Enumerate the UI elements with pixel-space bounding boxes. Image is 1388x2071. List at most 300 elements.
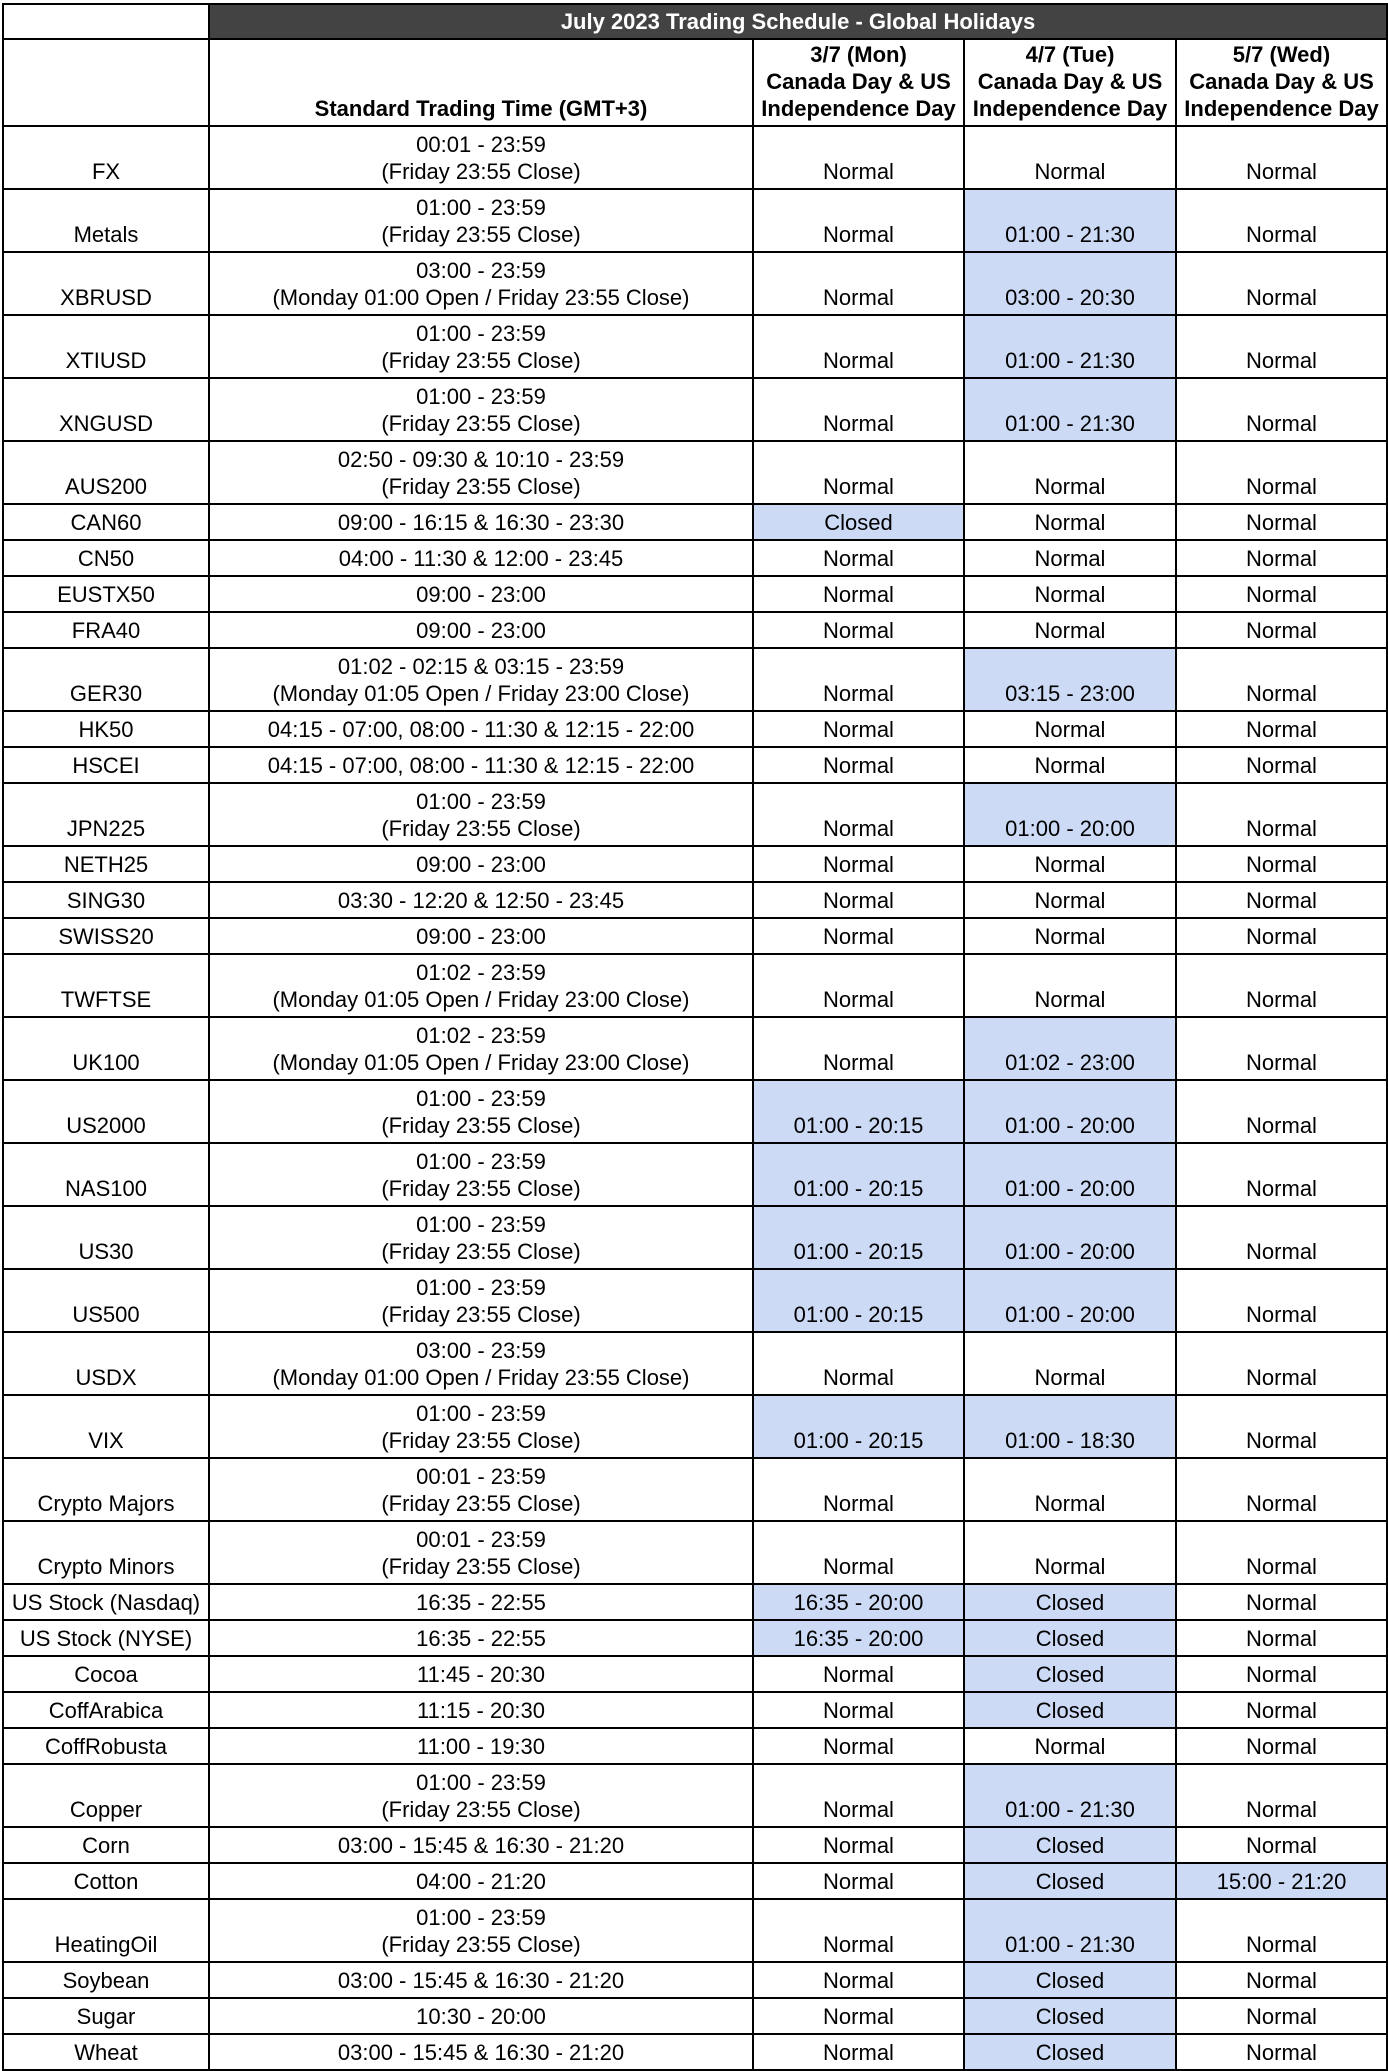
- symbol-cell[interactable]: US30: [3, 1206, 209, 1269]
- time-line: 01:00 - 23:59: [416, 1401, 546, 1426]
- day-status-cell[interactable]: Normal: [964, 612, 1176, 648]
- standard-time-cell[interactable]: [209, 1620, 753, 1656]
- table-row: [3, 1332, 1387, 1395]
- day-status-cell[interactable]: Normal: [753, 1998, 964, 2034]
- day-status-cell[interactable]: Normal: [1176, 783, 1387, 846]
- standard-time-cell[interactable]: [209, 2034, 753, 2070]
- standard-time-cell[interactable]: [209, 711, 753, 747]
- table-row: [3, 1863, 1387, 1899]
- standard-time-cell[interactable]: [209, 1692, 753, 1728]
- day-status-cell[interactable]: Normal: [1176, 1206, 1387, 1269]
- day-holiday-line1: Canada Day & US: [766, 69, 951, 94]
- time-line: (Friday 23:55 Close): [381, 1491, 581, 1516]
- time-line: (Friday 23:55 Close): [381, 1239, 581, 1264]
- table-row: [3, 1395, 1387, 1458]
- time-line: 00:01 - 23:59: [416, 132, 546, 157]
- symbol-cell[interactable]: US2000: [3, 1080, 209, 1143]
- day-status-cell[interactable]: Normal: [753, 918, 964, 954]
- standard-time-cell[interactable]: [209, 441, 753, 504]
- schedule-table-body: [3, 4, 1387, 2070]
- symbol-cell[interactable]: CAN60: [3, 504, 209, 540]
- day-status-cell[interactable]: Normal: [1176, 648, 1387, 711]
- standard-time-cell[interactable]: [209, 1728, 753, 1764]
- day-status-cell[interactable]: Normal: [1176, 1899, 1387, 1962]
- time-line: 01:00 - 23:59: [416, 384, 546, 409]
- time-line: 01:00 - 23:59: [416, 1905, 546, 1930]
- symbol-cell[interactable]: NETH25: [3, 846, 209, 882]
- table-row: [3, 1206, 1387, 1269]
- time-line: 04:15 - 07:00, 08:00 - 11:30 & 12:15 - 22:00: [267, 753, 695, 778]
- day-status-cell[interactable]: Normal: [753, 252, 964, 315]
- standard-time-cell[interactable]: [209, 1080, 753, 1143]
- day-status-cell[interactable]: Normal: [1176, 882, 1387, 918]
- day-status-cell[interactable]: 01:00 - 21:30: [964, 1899, 1176, 1962]
- day-status-cell[interactable]: Normal: [1176, 1827, 1387, 1863]
- time-line: 01:00 - 23:59: [416, 789, 546, 814]
- day-status-cell[interactable]: Normal: [753, 1962, 964, 1998]
- day-status-cell[interactable]: Normal: [1176, 612, 1387, 648]
- time-line: 03:00 - 15:45 & 16:30 - 21:20: [337, 1968, 625, 1993]
- time-line: (Friday 23:55 Close): [381, 1554, 581, 1579]
- table-row: [3, 1521, 1387, 1584]
- day-status-cell[interactable]: 01:00 - 20:15: [753, 1143, 964, 1206]
- time-line: 16:35 - 22:55: [416, 1626, 546, 1651]
- day-status-cell[interactable]: Normal: [753, 846, 964, 882]
- table-row: [3, 1827, 1387, 1863]
- standard-time-cell[interactable]: [209, 1458, 753, 1521]
- day-status-cell[interactable]: Normal: [964, 882, 1176, 918]
- symbol-cell[interactable]: Corn: [3, 1827, 209, 1863]
- day-status-cell[interactable]: 03:00 - 20:30: [964, 252, 1176, 315]
- symbol-cell[interactable]: HSCEI: [3, 747, 209, 783]
- standard-time-cell[interactable]: [209, 1143, 753, 1206]
- day-status-cell[interactable]: Normal: [753, 2034, 964, 2070]
- time-line: 01:02 - 02:15 & 03:15 - 23:59: [337, 654, 625, 679]
- symbol-cell[interactable]: USDX: [3, 1332, 209, 1395]
- symbol-cell[interactable]: US500: [3, 1269, 209, 1332]
- day-status-cell[interactable]: Normal: [753, 1017, 964, 1080]
- table-row: [3, 882, 1387, 918]
- table-row: [3, 378, 1387, 441]
- table-row: [3, 1080, 1387, 1143]
- day-date: 5/7 (Wed): [1232, 42, 1331, 67]
- symbol-cell[interactable]: AUS200: [3, 441, 209, 504]
- standard-time-cell[interactable]: [209, 1584, 753, 1620]
- standard-time-cell[interactable]: [209, 1332, 753, 1395]
- day-status-cell[interactable]: Normal: [964, 1458, 1176, 1521]
- time-line: 01:00 - 23:59: [416, 321, 546, 346]
- standard-time-cell[interactable]: [209, 1656, 753, 1692]
- day-header-mon[interactable]: [753, 39, 964, 126]
- day-status-cell[interactable]: Closed: [964, 1998, 1176, 2034]
- table-row: [3, 576, 1387, 612]
- time-line: 04:00 - 11:30 & 12:00 - 23:45: [338, 546, 624, 571]
- table-row: [3, 1143, 1387, 1206]
- time-line: 03:00 - 23:59: [416, 1338, 546, 1363]
- day-status-cell[interactable]: 01:02 - 23:00: [964, 1017, 1176, 1080]
- day-status-cell[interactable]: Normal: [1176, 189, 1387, 252]
- day-status-cell[interactable]: Normal: [753, 1863, 964, 1899]
- day-status-cell[interactable]: Normal: [1176, 1584, 1387, 1620]
- day-status-cell[interactable]: Normal: [753, 1692, 964, 1728]
- day-status-cell[interactable]: Normal: [1176, 576, 1387, 612]
- symbol-cell[interactable]: CoffRobusta: [3, 1728, 209, 1764]
- symbol-cell[interactable]: GER30: [3, 648, 209, 711]
- day-status-cell[interactable]: 03:15 - 23:00: [964, 648, 1176, 711]
- time-line: 01:00 - 23:59: [416, 1770, 546, 1795]
- symbol-cell[interactable]: HeatingOil: [3, 1899, 209, 1962]
- day-status-cell[interactable]: Normal: [1176, 441, 1387, 504]
- day-status-cell[interactable]: Normal: [753, 576, 964, 612]
- time-line: 16:35 - 22:55: [416, 1590, 546, 1615]
- day-status-cell[interactable]: 01:00 - 20:00: [964, 1143, 1176, 1206]
- day-status-cell[interactable]: Normal: [1176, 711, 1387, 747]
- symbol-cell[interactable]: US Stock (NYSE): [3, 1620, 209, 1656]
- day-status-cell[interactable]: 15:00 - 21:20: [1176, 1863, 1387, 1899]
- standard-time-cell[interactable]: [209, 612, 753, 648]
- day-status-cell[interactable]: 01:00 - 20:15: [753, 1269, 964, 1332]
- day-status-cell[interactable]: Normal: [753, 315, 964, 378]
- table-row: [3, 504, 1387, 540]
- table-row: [3, 954, 1387, 1017]
- table-row: [3, 1584, 1387, 1620]
- table-row: [3, 126, 1387, 189]
- day-status-cell[interactable]: Normal: [753, 1656, 964, 1692]
- symbol-cell[interactable]: US Stock (Nasdaq): [3, 1584, 209, 1620]
- day-status-cell[interactable]: Normal: [753, 711, 964, 747]
- day-status-cell[interactable]: Normal: [753, 1458, 964, 1521]
- symbol-cell[interactable]: EUSTX50: [3, 576, 209, 612]
- day-status-cell[interactable]: Normal: [753, 126, 964, 189]
- day-status-cell[interactable]: Normal: [1176, 1962, 1387, 1998]
- table-row: [3, 1620, 1387, 1656]
- time-line: (Friday 23:55 Close): [381, 474, 581, 499]
- table-row: [3, 783, 1387, 846]
- day-status-cell[interactable]: Normal: [753, 1332, 964, 1395]
- day-status-cell[interactable]: Normal: [1176, 2034, 1387, 2070]
- day-holiday-line2: Independence Day: [761, 96, 956, 121]
- time-line: (Monday 01:05 Open / Friday 23:00 Close): [272, 1050, 690, 1075]
- day-status-cell[interactable]: Normal: [964, 1521, 1176, 1584]
- day-status-cell[interactable]: Closed: [964, 2034, 1176, 2070]
- time-line: 00:01 - 23:59: [416, 1527, 546, 1552]
- time-line: 03:00 - 15:45 & 16:30 - 21:20: [337, 2040, 625, 2065]
- day-status-cell[interactable]: Normal: [1176, 126, 1387, 189]
- time-line: 01:00 - 23:59: [416, 1149, 546, 1174]
- day-status-cell[interactable]: Normal: [1176, 954, 1387, 1017]
- symbol-cell[interactable]: XTIUSD: [3, 315, 209, 378]
- table-row: [3, 540, 1387, 576]
- time-line: 01:00 - 23:59: [416, 1086, 546, 1111]
- day-status-cell[interactable]: Normal: [1176, 1998, 1387, 2034]
- standard-time-cell[interactable]: [209, 918, 753, 954]
- symbol-cell[interactable]: Cotton: [3, 1863, 209, 1899]
- schedule-sheet: [2, 3, 1386, 2071]
- standard-time-cell[interactable]: [209, 747, 753, 783]
- standard-time-cell[interactable]: [209, 1017, 753, 1080]
- standard-time-cell[interactable]: [209, 882, 753, 918]
- day-status-cell[interactable]: 01:00 - 20:15: [753, 1080, 964, 1143]
- time-line: (Monday 01:00 Open / Friday 23:55 Close): [272, 285, 690, 310]
- day-status-cell[interactable]: Normal: [1176, 1656, 1387, 1692]
- standard-time-cell[interactable]: [209, 189, 753, 252]
- symbol-cell[interactable]: XNGUSD: [3, 378, 209, 441]
- symbol-cell[interactable]: Cocoa: [3, 1656, 209, 1692]
- standard-time-cell[interactable]: [209, 1764, 753, 1827]
- standard-time-cell[interactable]: [209, 648, 753, 711]
- symbol-cell[interactable]: Crypto Majors: [3, 1458, 209, 1521]
- standard-time-cell[interactable]: [209, 576, 753, 612]
- symbol-cell[interactable]: Metals: [3, 189, 209, 252]
- day-status-cell[interactable]: Normal: [753, 783, 964, 846]
- day-status-cell[interactable]: 01:00 - 20:00: [964, 1206, 1176, 1269]
- standard-time-cell[interactable]: [209, 540, 753, 576]
- day-status-cell[interactable]: 16:35 - 20:00: [753, 1584, 964, 1620]
- time-line: 04:00 - 21:20: [416, 1869, 546, 1894]
- day-status-cell[interactable]: Normal: [964, 540, 1176, 576]
- day-holiday-line1: Canada Day & US: [1189, 69, 1374, 94]
- time-line: (Friday 23:55 Close): [381, 1932, 581, 1957]
- time-line: 03:00 - 15:45 & 16:30 - 21:20: [337, 1833, 625, 1858]
- day-status-cell[interactable]: 01:00 - 20:00: [964, 1080, 1176, 1143]
- corner-cell[interactable]: [3, 4, 209, 39]
- symbol-cell[interactable]: CoffArabica: [3, 1692, 209, 1728]
- symbol-cell[interactable]: VIX: [3, 1395, 209, 1458]
- title-row: [3, 4, 1387, 39]
- day-status-cell[interactable]: Normal: [1176, 747, 1387, 783]
- symbol-cell[interactable]: HK50: [3, 711, 209, 747]
- day-status-cell[interactable]: 01:00 - 21:30: [964, 315, 1176, 378]
- standard-time-cell[interactable]: [209, 1269, 753, 1332]
- day-status-cell[interactable]: Normal: [1176, 252, 1387, 315]
- table-row: [3, 1656, 1387, 1692]
- time-line: (Monday 01:00 Open / Friday 23:55 Close): [272, 1365, 690, 1390]
- time-line: (Friday 23:55 Close): [381, 816, 581, 841]
- symbol-cell[interactable]: JPN225: [3, 783, 209, 846]
- symbol-cell[interactable]: NAS100: [3, 1143, 209, 1206]
- time-line: 09:00 - 16:15 & 16:30 - 23:30: [337, 510, 625, 535]
- time-line: 09:00 - 23:00: [416, 618, 546, 643]
- day-status-cell[interactable]: Closed: [964, 1827, 1176, 1863]
- standard-time-cell[interactable]: [209, 846, 753, 882]
- symbol-cell[interactable]: SWISS20: [3, 918, 209, 954]
- time-line: 00:01 - 23:59: [416, 1464, 546, 1489]
- time-line: 01:02 - 23:59: [416, 960, 546, 985]
- day-status-cell[interactable]: Normal: [753, 612, 964, 648]
- day-status-cell[interactable]: Normal: [1176, 1620, 1387, 1656]
- time-line: (Friday 23:55 Close): [381, 1113, 581, 1138]
- day-status-cell[interactable]: Normal: [753, 1827, 964, 1863]
- table-row: [3, 1962, 1387, 1998]
- day-status-cell[interactable]: Normal: [753, 648, 964, 711]
- day-status-cell[interactable]: Normal: [964, 441, 1176, 504]
- day-status-cell[interactable]: 01:00 - 20:00: [964, 1269, 1176, 1332]
- day-status-cell[interactable]: Normal: [964, 918, 1176, 954]
- time-line: 09:00 - 23:00: [416, 582, 546, 607]
- symbol-cell[interactable]: UK100: [3, 1017, 209, 1080]
- standard-time-cell[interactable]: [209, 378, 753, 441]
- table-row: [3, 1017, 1387, 1080]
- day-status-cell[interactable]: Normal: [1176, 1692, 1387, 1728]
- day-status-cell[interactable]: Normal: [1176, 378, 1387, 441]
- day-status-cell[interactable]: 01:00 - 20:15: [753, 1206, 964, 1269]
- standard-time-header[interactable]: Standard Trading Time (GMT+3): [209, 39, 753, 126]
- day-status-cell[interactable]: Normal: [964, 711, 1176, 747]
- table-row: [3, 711, 1387, 747]
- table-row: [3, 1728, 1387, 1764]
- symbol-header-cell[interactable]: [3, 39, 209, 126]
- table-row: [3, 1692, 1387, 1728]
- day-status-cell[interactable]: Normal: [1176, 1269, 1387, 1332]
- standard-time-cell[interactable]: [209, 1395, 753, 1458]
- day-status-cell[interactable]: 01:00 - 20:15: [753, 1395, 964, 1458]
- day-header-tue[interactable]: [964, 39, 1176, 126]
- day-date: 3/7 (Mon): [810, 42, 907, 67]
- day-status-cell[interactable]: Closed: [964, 1863, 1176, 1899]
- symbol-cell[interactable]: XBRUSD: [3, 252, 209, 315]
- symbol-cell[interactable]: Sugar: [3, 1998, 209, 2034]
- day-status-cell[interactable]: Normal: [964, 126, 1176, 189]
- day-status-cell[interactable]: 01:00 - 18:30: [964, 1395, 1176, 1458]
- day-status-cell[interactable]: Normal: [753, 1728, 964, 1764]
- day-status-cell[interactable]: Closed: [964, 1962, 1176, 1998]
- symbol-cell[interactable]: CN50: [3, 540, 209, 576]
- day-status-cell[interactable]: Normal: [1176, 1728, 1387, 1764]
- day-holiday-line1: Canada Day & US: [977, 69, 1163, 94]
- standard-time-cell[interactable]: [209, 1962, 753, 1998]
- table-row: [3, 1458, 1387, 1521]
- symbol-cell[interactable]: Copper: [3, 1764, 209, 1827]
- day-header-wed[interactable]: [1176, 39, 1387, 126]
- day-status-cell[interactable]: Normal: [753, 747, 964, 783]
- day-status-cell[interactable]: Normal: [753, 441, 964, 504]
- day-status-cell[interactable]: Normal: [964, 846, 1176, 882]
- standard-time-cell[interactable]: [209, 315, 753, 378]
- table-row: [3, 1269, 1387, 1332]
- day-status-cell[interactable]: Normal: [753, 378, 964, 441]
- day-status-cell[interactable]: Normal: [1176, 504, 1387, 540]
- day-holiday-line2: Independence Day: [972, 96, 1168, 121]
- day-date: 4/7 (Tue): [1025, 42, 1115, 67]
- day-status-cell[interactable]: Normal: [964, 954, 1176, 1017]
- day-status-cell[interactable]: Normal: [753, 1899, 964, 1962]
- standard-time-cell[interactable]: [209, 252, 753, 315]
- time-line: 01:00 - 23:59: [416, 195, 546, 220]
- day-status-cell[interactable]: 16:35 - 20:00: [753, 1620, 964, 1656]
- symbol-cell[interactable]: Soybean: [3, 1962, 209, 1998]
- symbol-cell[interactable]: FX: [3, 126, 209, 189]
- symbol-cell[interactable]: TWFTSE: [3, 954, 209, 1017]
- day-status-cell[interactable]: Closed: [964, 1692, 1176, 1728]
- day-status-cell[interactable]: Normal: [1176, 1017, 1387, 1080]
- day-status-cell[interactable]: Normal: [753, 189, 964, 252]
- day-status-cell[interactable]: Normal: [1176, 1143, 1387, 1206]
- day-status-cell[interactable]: Normal: [753, 882, 964, 918]
- day-status-cell[interactable]: Normal: [964, 1728, 1176, 1764]
- day-status-cell[interactable]: Normal: [964, 576, 1176, 612]
- standard-time-cell[interactable]: [209, 1521, 753, 1584]
- day-status-cell[interactable]: Normal: [1176, 1080, 1387, 1143]
- day-status-cell[interactable]: Normal: [1176, 1332, 1387, 1395]
- symbol-cell[interactable]: FRA40: [3, 612, 209, 648]
- time-line: 01:00 - 23:59: [416, 1212, 546, 1237]
- time-line: 03:00 - 23:59: [416, 258, 546, 283]
- table-row: [3, 315, 1387, 378]
- day-status-cell[interactable]: 01:00 - 21:30: [964, 1764, 1176, 1827]
- time-line: (Friday 23:55 Close): [381, 1428, 581, 1453]
- standard-time-cell[interactable]: [209, 1206, 753, 1269]
- day-status-cell[interactable]: Normal: [1176, 1395, 1387, 1458]
- schedule-table: [2, 3, 1388, 2071]
- standard-time-cell[interactable]: [209, 126, 753, 189]
- day-status-cell[interactable]: Closed: [964, 1656, 1176, 1692]
- day-status-cell[interactable]: Normal: [1176, 1458, 1387, 1521]
- table-title: July 2023 Trading Schedule - Global Holidays: [209, 4, 1387, 39]
- standard-time-cell[interactable]: [209, 1899, 753, 1962]
- time-line: (Friday 23:55 Close): [381, 348, 581, 373]
- time-line: 09:00 - 23:00: [416, 852, 546, 877]
- day-status-cell[interactable]: Normal: [753, 1521, 964, 1584]
- symbol-cell[interactable]: Wheat: [3, 2034, 209, 2070]
- table-row: [3, 747, 1387, 783]
- day-status-cell[interactable]: Normal: [1176, 846, 1387, 882]
- time-line: 04:15 - 07:00, 08:00 - 11:30 & 12:15 - 22:00: [267, 717, 695, 742]
- day-status-cell[interactable]: Normal: [1176, 540, 1387, 576]
- standard-time-cell[interactable]: [209, 783, 753, 846]
- standard-time-cell[interactable]: [209, 1827, 753, 1863]
- table-row: [3, 648, 1387, 711]
- standard-time-cell[interactable]: [209, 954, 753, 1017]
- time-line: (Friday 23:55 Close): [381, 1302, 581, 1327]
- day-status-cell[interactable]: Normal: [1176, 1521, 1387, 1584]
- time-line: (Monday 01:05 Open / Friday 23:00 Close): [272, 987, 690, 1012]
- time-line: 02:50 - 09:30 & 10:10 - 23:59: [337, 447, 625, 472]
- day-holiday-line2: Independence Day: [1184, 96, 1379, 121]
- day-status-cell[interactable]: 01:00 - 21:30: [964, 189, 1176, 252]
- day-status-cell[interactable]: Normal: [753, 1764, 964, 1827]
- day-status-cell[interactable]: Normal: [964, 747, 1176, 783]
- day-status-cell[interactable]: 01:00 - 20:00: [964, 783, 1176, 846]
- time-line: 01:00 - 23:59: [416, 1275, 546, 1300]
- symbol-cell[interactable]: Crypto Minors: [3, 1521, 209, 1584]
- table-row: [3, 2034, 1387, 2070]
- table-row: [3, 918, 1387, 954]
- day-status-cell[interactable]: Closed: [964, 1620, 1176, 1656]
- symbol-cell[interactable]: SING30: [3, 882, 209, 918]
- day-status-cell[interactable]: Normal: [1176, 315, 1387, 378]
- day-status-cell[interactable]: Closed: [753, 504, 964, 540]
- day-status-cell[interactable]: Normal: [753, 954, 964, 1017]
- day-status-cell[interactable]: Normal: [1176, 918, 1387, 954]
- table-row: [3, 1899, 1387, 1962]
- table-row: [3, 846, 1387, 882]
- standard-time-cell[interactable]: [209, 1863, 753, 1899]
- table-row: [3, 612, 1387, 648]
- day-status-cell[interactable]: 01:00 - 21:30: [964, 378, 1176, 441]
- day-status-cell[interactable]: Normal: [964, 504, 1176, 540]
- time-line: 11:00 - 19:30: [416, 1734, 546, 1759]
- table-row: [3, 1764, 1387, 1827]
- day-status-cell[interactable]: Normal: [964, 1332, 1176, 1395]
- table-row: [3, 441, 1387, 504]
- day-status-cell[interactable]: Closed: [964, 1584, 1176, 1620]
- time-line: (Friday 23:55 Close): [381, 222, 581, 247]
- day-status-cell[interactable]: Normal: [1176, 1764, 1387, 1827]
- day-status-cell[interactable]: Normal: [753, 540, 964, 576]
- time-line: 01:02 - 23:59: [416, 1023, 546, 1048]
- standard-time-cell[interactable]: [209, 504, 753, 540]
- standard-time-cell[interactable]: [209, 1998, 753, 2034]
